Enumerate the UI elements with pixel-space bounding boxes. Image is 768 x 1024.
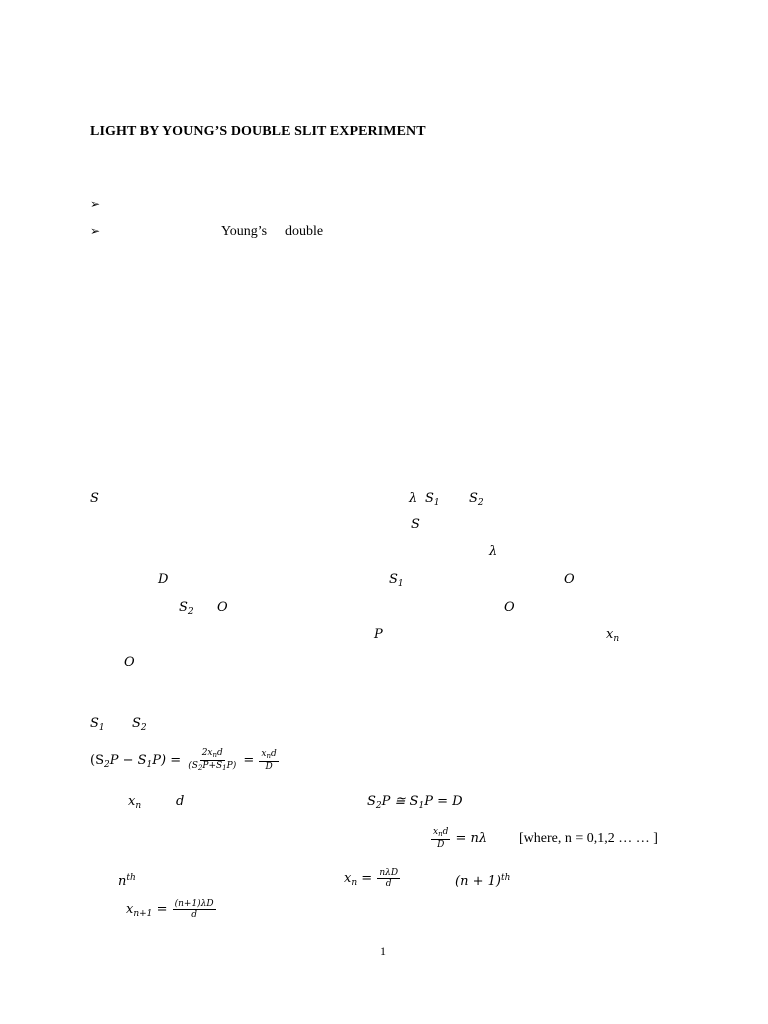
symbol-n-plus-1-th: $(n + 1)^{th}$ bbox=[455, 873, 511, 889]
bullet-2-word-youngs: Young’s bbox=[221, 224, 268, 239]
symbol-o-2: O bbox=[217, 600, 228, 615]
bullet-marker-1: ➢ bbox=[90, 197, 101, 211]
symbol-s-2: S bbox=[411, 517, 420, 532]
equation-where-clause: [where, n = 0,1,2 … … ] bbox=[519, 831, 658, 846]
symbol-lambda-1: λ bbox=[409, 491, 418, 506]
symbol-s1-c: $S_1$ bbox=[90, 716, 105, 733]
symbol-o-3: O bbox=[504, 600, 515, 615]
symbol-nth: $n^{th}$ bbox=[118, 873, 136, 889]
symbol-xn-1: $x_n$ bbox=[606, 627, 620, 644]
symbol-o-1: O bbox=[564, 572, 575, 587]
fraction-xnd-over-d-2: $\frac{x_nd}{D}$ bbox=[433, 827, 449, 850]
bullet-2-word-double: double bbox=[285, 224, 324, 239]
symbol-s2-a: $S_2$ bbox=[469, 491, 484, 508]
symbol-p: P bbox=[374, 627, 383, 642]
symbol-s2-c: $S_2$ bbox=[132, 716, 147, 733]
document-title: LIGHT BY YOUNG’S DOUBLE SLIT EXPERIMENT bbox=[90, 124, 426, 139]
symbol-d-slit: d bbox=[176, 794, 185, 809]
page-number: 1 bbox=[380, 944, 386, 958]
symbol-lambda-2: λ bbox=[489, 544, 498, 559]
symbol-source-s: S bbox=[90, 491, 99, 506]
symbol-s1-a: $S_1$ bbox=[425, 491, 440, 508]
fraction-nlambdad-over-d: $\frac{\text{nλD}}{d}$ bbox=[379, 868, 399, 889]
fraction-n-plus-1-lambdad-over-d: $\frac{(n+1)\lambda D}{d}$ bbox=[174, 899, 214, 920]
symbol-xn-2: $x_n$ bbox=[128, 794, 142, 811]
symbol-o-4: O bbox=[124, 655, 135, 670]
symbol-s1-b: $S_1$ bbox=[389, 572, 404, 589]
equation-approximation: $S_2P$ ≅ $S_1P = D$ bbox=[367, 794, 463, 811]
equation-path-difference: $(S_2P - S_1P)$ = $\frac{2x_nd}{(S_2P+S_1P)}$ = $\frac{x_nd}{D}$ bbox=[90, 748, 277, 772]
equation-bright-condition: $\frac{x_nd}{D}$ = nλ bbox=[433, 827, 488, 850]
equation-xn-plus-1: $x_{n+1}$ = $\frac{(n+1)\lambda D}{d}$ bbox=[126, 899, 214, 920]
fraction-2xnd: $\frac{2x_nd}{(S_2P+S_1P)}$ bbox=[188, 748, 237, 772]
symbol-s2-b: $S_2$ bbox=[179, 600, 194, 617]
bullet-marker-2: ➢ bbox=[90, 224, 101, 238]
fraction-xnd-over-d: $\frac{x_nd}{D}$ bbox=[261, 749, 277, 772]
equation-xn-position: $x_n$ = $\frac{\text{nλD}}{d}$ bbox=[344, 868, 399, 889]
symbol-d-distance: D bbox=[158, 572, 169, 587]
